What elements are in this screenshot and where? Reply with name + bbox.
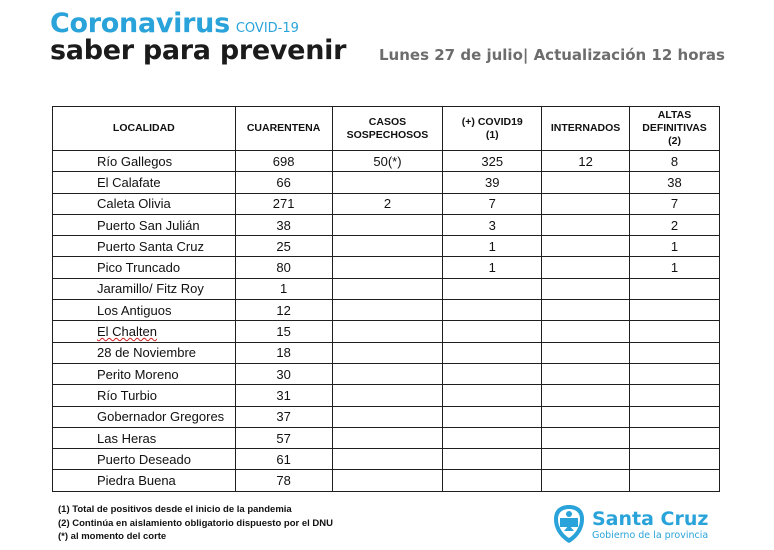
- table-row: [53, 214, 720, 235]
- value-cell: [443, 406, 542, 427]
- column-header-text: (+) COVID19: [461, 115, 523, 128]
- table-row: [53, 449, 720, 470]
- value-cell: [630, 278, 720, 299]
- value-cell: [542, 257, 630, 278]
- column-header-text: (1): [485, 128, 499, 141]
- brand-subtitle: Gobierno de la provincia: [592, 529, 709, 541]
- value-cell: [443, 342, 542, 363]
- locality-name: Puerto Santa Cruz: [97, 238, 204, 254]
- locality-name: Los Antiguos: [97, 302, 172, 318]
- value-cell: [443, 363, 542, 384]
- table-row: [53, 321, 720, 342]
- locality-cell: [53, 470, 236, 491]
- value-cell: [332, 300, 443, 321]
- column-header-text: DEFINITIVAS: [642, 122, 707, 134]
- value-cell: [332, 321, 443, 342]
- locality-cell: [53, 385, 236, 406]
- value-cell: 2: [332, 193, 443, 214]
- table-header-row: [53, 107, 720, 151]
- value-cell: 80: [235, 257, 332, 278]
- locality-cell: [53, 321, 236, 342]
- locality-cell: [53, 427, 236, 448]
- value-cell: [630, 449, 720, 470]
- column-header-text: LOCALIDAD: [112, 122, 175, 134]
- value-cell: [542, 470, 630, 491]
- table-row: [53, 385, 720, 406]
- table-row: [53, 300, 720, 321]
- footnote: (2) Continúa en aislamiento obligatorio dispuesto por el DNU: [58, 517, 333, 529]
- value-cell: [443, 300, 542, 321]
- value-cell: [332, 406, 443, 427]
- value-cell: [630, 385, 720, 406]
- footnote: (*) al momento del corte: [58, 531, 167, 542]
- provincial-seal-icon: [552, 503, 586, 545]
- value-cell: [542, 300, 630, 321]
- value-cell: [542, 278, 630, 299]
- value-cell: 18: [235, 342, 332, 363]
- value-cell: 30: [235, 363, 332, 384]
- value-cell: [630, 342, 720, 363]
- locality-name: Gobernador Gregores: [97, 409, 225, 425]
- locality-cell: [53, 406, 236, 427]
- value-cell: [332, 342, 443, 363]
- table-row: [53, 193, 720, 214]
- value-cell: 2: [630, 214, 720, 235]
- table-row: [53, 406, 720, 427]
- value-cell: 325: [443, 151, 542, 172]
- column-header: [53, 107, 236, 151]
- title-tag: COVID-19: [235, 21, 299, 36]
- value-cell: [332, 257, 443, 278]
- value-cell: 66: [235, 172, 332, 193]
- column-header-text: CASOS: [368, 115, 407, 128]
- table-row: [53, 172, 720, 193]
- column-header: [443, 107, 542, 151]
- value-cell: 8: [630, 151, 720, 172]
- column-header: [542, 107, 630, 151]
- value-cell: 50(*): [332, 151, 443, 172]
- locality-name: Puerto San Julián: [97, 217, 200, 233]
- footnote: (1) Total de positivos desde el inicio de la pandemia: [58, 504, 292, 515]
- value-cell: [630, 363, 720, 384]
- value-cell: [443, 449, 542, 470]
- table-row: [53, 278, 720, 299]
- value-cell: [542, 427, 630, 448]
- title-main: Coronavirus: [50, 8, 230, 39]
- value-cell: [332, 385, 443, 406]
- value-cell: [630, 406, 720, 427]
- value-cell: [443, 385, 542, 406]
- value-cell: 57: [235, 427, 332, 448]
- locality-name: Río Turbio: [97, 387, 157, 403]
- brand-logo: [552, 503, 708, 545]
- value-cell: [542, 321, 630, 342]
- table-row: [53, 470, 720, 491]
- locality-cell: [53, 278, 236, 299]
- cases-table: [52, 106, 720, 492]
- value-cell: [443, 278, 542, 299]
- value-cell: [542, 385, 630, 406]
- value-cell: [542, 172, 630, 193]
- locality-name: Puerto Deseado: [97, 451, 191, 467]
- locality-cell: [53, 193, 236, 214]
- value-cell: 37: [235, 406, 332, 427]
- value-cell: 7: [443, 193, 542, 214]
- locality-cell: [53, 342, 236, 363]
- value-cell: 12: [235, 300, 332, 321]
- locality-cell: [53, 300, 236, 321]
- locality-name: Jaramillo/ Fitz Roy: [97, 281, 204, 297]
- value-cell: 1: [443, 236, 542, 257]
- value-cell: [332, 236, 443, 257]
- date-update-line: Lunes 27 de julio| Actualización 12 horas: [379, 46, 725, 64]
- value-cell: 3: [443, 214, 542, 235]
- value-cell: 271: [235, 193, 332, 214]
- value-cell: [542, 363, 630, 384]
- table-row: [53, 236, 720, 257]
- value-cell: [332, 363, 443, 384]
- table-body: [53, 151, 720, 492]
- column-header-text: (2): [668, 135, 681, 147]
- value-cell: [332, 214, 443, 235]
- column-header: [630, 107, 720, 151]
- value-cell: [630, 470, 720, 491]
- locality-name: Piedra Buena: [97, 473, 176, 489]
- table-row: [53, 257, 720, 278]
- locality-cell: [53, 449, 236, 470]
- locality-cell: [53, 363, 236, 384]
- locality-name: Perito Moreno: [97, 366, 179, 382]
- value-cell: [630, 300, 720, 321]
- locality-name: Río Gallegos: [97, 153, 173, 169]
- footnotes: [58, 503, 333, 544]
- value-cell: 61: [235, 449, 332, 470]
- table-row: [53, 363, 720, 384]
- title-subtitle: saber para prevenir: [50, 35, 347, 66]
- value-cell: [443, 470, 542, 491]
- table-row: [53, 151, 720, 172]
- value-cell: [332, 449, 443, 470]
- column-header: [235, 107, 332, 151]
- column-header-text: ALTAS: [657, 109, 692, 121]
- column-header-text: CUARENTENA: [246, 122, 321, 134]
- value-cell: 38: [235, 214, 332, 235]
- value-cell: [443, 321, 542, 342]
- value-cell: 15: [235, 321, 332, 342]
- column-header-text: SOSPECHOSOS: [346, 128, 429, 141]
- locality-name: 28 de Noviembre: [97, 345, 196, 361]
- value-cell: 1: [443, 257, 542, 278]
- locality-cell: [53, 236, 236, 257]
- value-cell: [542, 406, 630, 427]
- column-header-text: INTERNADOS: [550, 122, 621, 134]
- value-cell: [332, 470, 443, 491]
- value-cell: [542, 236, 630, 257]
- header-title-block: [50, 8, 346, 66]
- locality-cell: [53, 257, 236, 278]
- value-cell: [542, 214, 630, 235]
- brand-name: Santa Cruz: [592, 507, 709, 530]
- value-cell: [542, 449, 630, 470]
- value-cell: [630, 427, 720, 448]
- value-cell: [332, 278, 443, 299]
- value-cell: 31: [235, 385, 332, 406]
- value-cell: 1: [630, 257, 720, 278]
- locality-cell: [53, 151, 236, 172]
- column-header: [332, 107, 443, 151]
- value-cell: 1: [235, 278, 332, 299]
- value-cell: [630, 321, 720, 342]
- locality-cell: [53, 214, 236, 235]
- value-cell: 1: [630, 236, 720, 257]
- value-cell: [542, 193, 630, 214]
- value-cell: 25: [235, 236, 332, 257]
- value-cell: 78: [235, 470, 332, 491]
- locality-name: Caleta Olivia: [97, 196, 171, 212]
- value-cell: [443, 427, 542, 448]
- value-cell: [542, 342, 630, 363]
- locality-name: El Calafate: [97, 174, 161, 190]
- value-cell: 7: [630, 193, 720, 214]
- value-cell: [332, 427, 443, 448]
- value-cell: [332, 172, 443, 193]
- value-cell: 38: [630, 172, 720, 193]
- value-cell: 39: [443, 172, 542, 193]
- value-cell: 12: [542, 151, 630, 172]
- locality-name: Las Heras: [97, 430, 157, 446]
- locality-name: Pico Truncado: [97, 260, 181, 276]
- locality-name: El Chalten: [97, 324, 157, 340]
- locality-cell: [53, 172, 236, 193]
- table-row: [53, 342, 720, 363]
- table-row: [53, 427, 720, 448]
- value-cell: 698: [235, 151, 332, 172]
